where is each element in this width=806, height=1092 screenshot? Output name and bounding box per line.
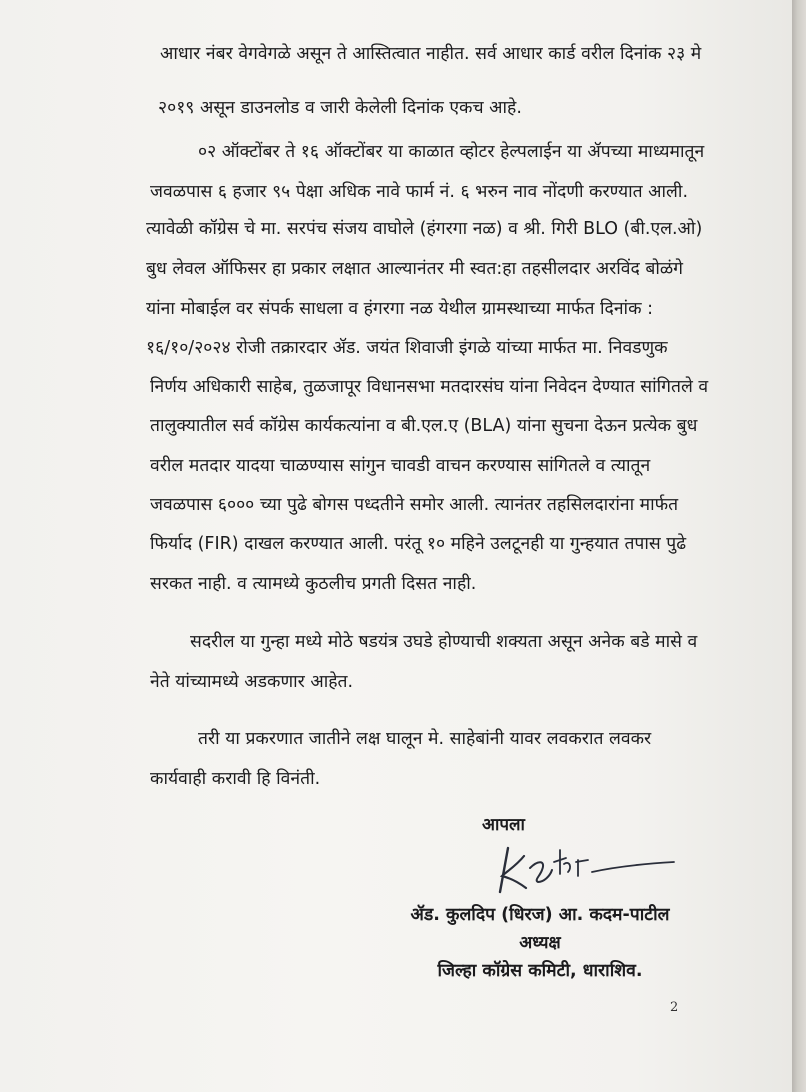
body-line-6: बुध लेवल ऑफिसर हा प्रकार लक्षात आल्यानंतर मी स्वत:हा तहसीलदार अरविंद बोळंगे	[146, 259, 684, 279]
page-number: 2	[670, 1000, 679, 1015]
body-line-11: वरील मतदार यादया चाळण्यास सांगुन चावडी वाचन करण्यास सांगितले व त्यातून	[150, 456, 651, 476]
body-line-1: आधार नंबर वेगवेगळे असून ते आस्तित्वात नाहीत. सर्व आधार कार्ड वरील दिनांक २३ मे	[160, 44, 702, 64]
body-line-9: निर्णय अधिकारी साहेब, तुळजापूर विधानसभा मतदारसंघ यांना निवेदन देण्यात सांगितले व	[150, 377, 709, 397]
page-edge	[792, 0, 806, 1092]
signoff-text: आपला	[482, 815, 525, 835]
signatory-role: अध्यक्ष	[519, 933, 561, 953]
body-line-12: जवळपास ६००० च्या पुढे बोगस पध्दतीने समोर आली. त्यानंतर तहसिलदारांना मार्फत	[150, 495, 679, 515]
signatory-name: ॲड. कुलदिप (धिरज) आ. कदम-पाटील	[410, 905, 670, 925]
body-line-3: ०२ ऑक्टोंबर ते १६ ऑक्टोंबर या काळात व्होटर हेल्पलाईन या ॲपच्या माध्यमातून	[198, 142, 705, 162]
body-line-14: सरकत नाही. व त्यामध्ये कुठलीच प्रगती दिसत नाही.	[150, 574, 477, 594]
body-line-18: कार्यवाही करावी हि विनंती.	[150, 769, 321, 789]
body-line-5: त्यावेळी कॉग्रेस चे मा. सरपंच संजय वाघोले (हंगरगा नळ) व श्री. गिरी BLO (बी.एल.ओ)	[146, 219, 703, 239]
body-line-4: जवळपास ६ हजार ९५ पेक्षा अधिक नावे फार्म नं. ६ भरुन नाव नोंदणी करण्यात आली.	[150, 182, 689, 202]
handwritten-signature	[480, 836, 680, 900]
body-line-7: यांना मोबाईल वर संपर्क साधला व हंगरगा नळ येथील ग्रामस्थाच्या मार्फत दिनांक :	[146, 299, 653, 319]
body-line-2: २०१९ असून डाउनलोड व जारी केलेली दिनांक एकच आहे.	[158, 98, 522, 118]
body-line-15: सदरील या गुन्हा मध्ये मोठे षडयंत्र उघडे होण्याची शक्यता असून अनेक बडे मासे व	[190, 632, 698, 652]
body-line-16: नेते यांच्यामध्ये अडकणार आहेत.	[150, 672, 354, 692]
body-line-17: तरी या प्रकरणात जातीने लक्ष घालून मे. साहेबांनी यावर लवकरात लवकर	[198, 729, 652, 749]
body-line-8: १६/१०/२०२४ रोजी तक्रारदार ॲड. जयंत शिवाजी इंगळे यांच्या मार्फत मा. निवडणुक	[146, 338, 668, 358]
body-line-10: तालुक्यातील सर्व कॉग्रेस कार्यकत्यांना व बी.एल.ए (BLA) यांना सुचना देऊन प्रत्येक बुध	[150, 416, 698, 436]
signatory-organization: जिल्हा कॉग्रेस कमिटी, धाराशिव.	[437, 961, 643, 981]
body-line-13: फिर्याद (FIR) दाखल करण्यात आली. परंतू १० महिने उलटूनही या गुन्हयात तपास पुढे	[150, 534, 687, 554]
